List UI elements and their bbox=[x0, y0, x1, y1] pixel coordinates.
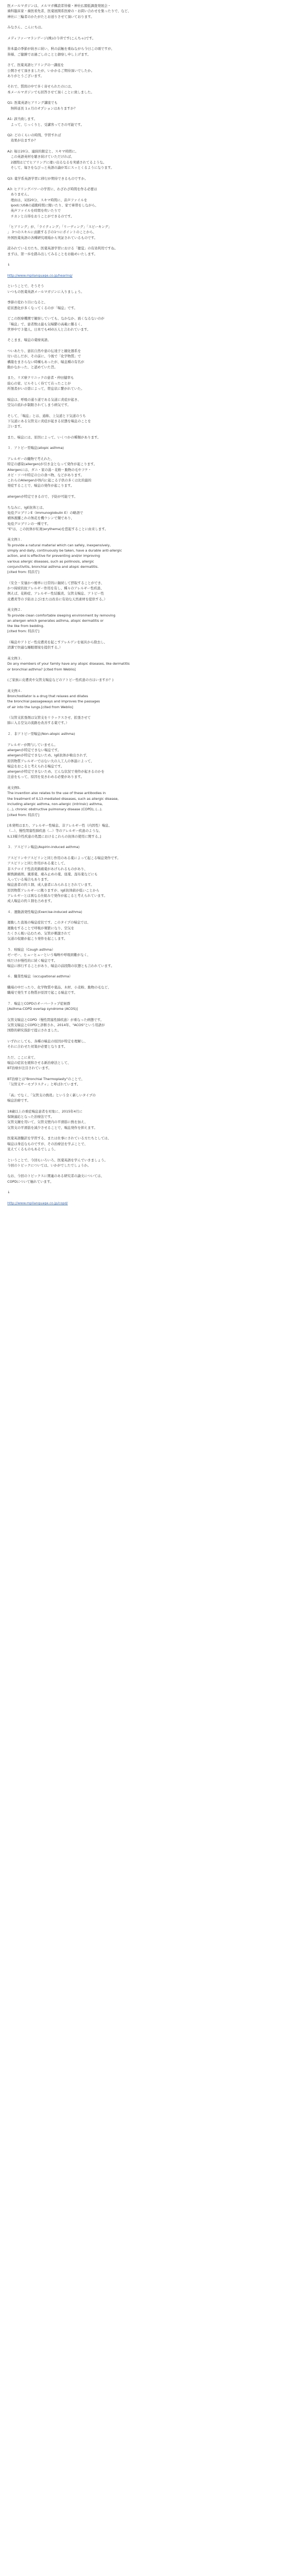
text-line: [cited from: 特許庁] bbox=[7, 570, 40, 575]
text-line: ５．咳喘息（Cough asthma） bbox=[7, 947, 55, 952]
text-line: 付い出しだが、その前に、今後で「化学物質」で bbox=[7, 354, 81, 359]
text-paragraph bbox=[7, 25, 284, 30]
text-line: 症状悪化が多くなってくるのが「喘息」です。 bbox=[7, 305, 77, 310]
text-line: ３．アスピリン喘息(Aspirin-induced asthma) bbox=[7, 845, 80, 850]
text-paragraph bbox=[7, 785, 284, 818]
text-line: 気管支の平滑筋を減少させることで、喘息発作を抑えます。 bbox=[7, 1125, 97, 1130]
text-line: action, and is effective for preventing and/or improving bbox=[7, 554, 100, 558]
text-line: the bronchial passageways and improves the passages bbox=[7, 699, 100, 704]
text-line: Allergenには、ダニ・家の湯・花粉・動物の毛やフケ・ bbox=[7, 467, 92, 472]
text-line: 入っている場合もあります。 bbox=[7, 877, 51, 882]
text-line: ちなみに、IgE抗体とは、 bbox=[7, 505, 46, 510]
link-paragraph[interactable] bbox=[7, 1201, 284, 1206]
text-line: BT治療とは"Bronchial Thermoplasty"のことで、 bbox=[7, 1077, 85, 1082]
text-paragraph bbox=[7, 456, 284, 489]
text-line: (ご家族に皮膚炎や気管支喘息などのアトピー性疾患の方はいますか？) bbox=[7, 678, 114, 682]
text-line: そして、毎さをなびっと英語の論が耳にスッとくるようになります。 bbox=[7, 165, 114, 170]
text-line: （安全・安価かつ簡単に日常的に継続して摂取することができ、 bbox=[7, 580, 105, 585]
text-line: of air into the lungs.[cited from Weblio] bbox=[7, 704, 73, 709]
text-line: 皮膚炎等の予防および/または改善に有効な天然素材を提供する。） bbox=[7, 597, 107, 601]
text-line: allergenが特定できるので、予防が可能です。 bbox=[7, 494, 77, 499]
text-paragraph bbox=[7, 1158, 284, 1169]
text-line: or bronchial asthma? [cited from Weblio] bbox=[7, 667, 76, 671]
text-line: the like from bedding. bbox=[7, 624, 44, 629]
text-line: allergenが特定できないため、どんな状況で発作が起きるのかを bbox=[7, 769, 105, 774]
text-paragraph bbox=[7, 1093, 284, 1104]
text-line: 喘息の症状を緩和させる新治療法として、 bbox=[7, 1061, 71, 1065]
text-line: various allergic diseases, such as pollinosis, allergic bbox=[7, 559, 94, 564]
text-paragraph bbox=[7, 337, 284, 343]
text-line: なお、今回のトピックスに関連のある研究者の論文については、 bbox=[7, 1174, 104, 1179]
text-line: ということで、今回もいろいろ、医薬英語を学んでいきましょう。 bbox=[7, 1158, 108, 1162]
text-paragraph bbox=[7, 133, 284, 144]
text-line: Bronchodilator is a drug that relaxes and dilates bbox=[7, 694, 88, 698]
text-line: 職場で発生する物質が原因で起こる喘息です。 bbox=[7, 990, 77, 995]
text-line: 見えてくるものもあるでしょう。 bbox=[7, 1147, 58, 1151]
text-line: また、喘息には、原因によって、いくつかの種類があります。 bbox=[7, 435, 101, 439]
text-line: 咳だけが慢性的に続く喘息です。 bbox=[7, 958, 58, 963]
text-line: ありがとうございます。 bbox=[7, 73, 44, 78]
text-line: [cited from: 特許庁] bbox=[7, 812, 40, 817]
text-line: 特定の感染(allergen)が引き金となって発作が起こります。 bbox=[7, 462, 97, 467]
text-line: Q3: 薬学系英語学習に移行が期待できるものですか。 bbox=[7, 176, 88, 181]
text-line: The invention also relates to the use of these antibodies in bbox=[7, 791, 106, 796]
text-line: 歯科臨床家・歯医看先者、医薬展開系医療の・お問い合わせを集ったりで、など、 bbox=[7, 9, 131, 14]
url-link[interactable]: http://www.mpilanguage.co.jp/hearing/ bbox=[7, 273, 73, 278]
text-line: allergenが特定できないため、IgE抗体が検出されず、 bbox=[7, 753, 89, 758]
text-line: 清潔で快適な睡眠環境を提供する。） bbox=[7, 645, 63, 650]
text-line: 喘息治療です。 bbox=[7, 1098, 31, 1103]
text-line: さて、医薬英語ヒアリングの一講座を bbox=[7, 63, 64, 68]
text-line: カビ・ソバや特定の公の食べ物、などがあります。 bbox=[7, 472, 84, 477]
text-line: いつもの医薬英語メールマガジンに入りましょう。 bbox=[7, 289, 84, 294]
text-line: それに合わせた対策が必要となります。 bbox=[7, 1044, 68, 1049]
text-line: この英語英材を聴き続けていただければ、 bbox=[7, 155, 74, 159]
text-paragraph bbox=[7, 580, 284, 602]
text-line: BT治療が注目されています。 bbox=[7, 1066, 52, 1071]
text-line: 季節の変わり目になると、 bbox=[7, 300, 48, 305]
text-line: 神社に三輪者のかたがたとお送りさせて頂いております。 bbox=[7, 14, 94, 19]
text-line: 職場の中だったり、化学物質や薬品、木材、小麦粉、動物の毛など、 bbox=[7, 985, 111, 990]
text-line: それで、質問の中で多く寄せられたのには、 bbox=[7, 84, 74, 89]
text-line: アスピリンと同じ作用がある薬として、 bbox=[7, 861, 68, 866]
text-line: 下気道にある気管支に炎症が起きる状態を喘息のことを bbox=[7, 419, 91, 423]
text-line: To provide clean comfortable sleeping environment by removing bbox=[7, 613, 116, 618]
text-line: ４．運動誘発性喘息(Exercise-induced asthma) bbox=[7, 909, 82, 914]
text-line: 喘息は身近なものですが、その治療法を学ぶことで、 bbox=[7, 1141, 88, 1146]
text-line: A3: ヒアリングパワーの学習に、わざわざ時間を作る必要は bbox=[7, 187, 97, 192]
text-line: Q2: どのくらいの時間、学習すれば bbox=[7, 133, 61, 138]
text-line: そして、「喘息」とは、通称、上気道と下気道のうち bbox=[7, 413, 86, 418]
text-line: 補体液腫これの無花を機ウシンで類であり、 bbox=[7, 516, 74, 521]
text-line: 構築をまさらない時構もあったが、喘息種の有名が bbox=[7, 359, 84, 364]
text-paragraph bbox=[7, 283, 284, 294]
text-line: どこの医療機関で観察していても、なかなか、面くなるないのが bbox=[7, 316, 105, 321]
text-paragraph bbox=[7, 742, 284, 780]
text-paragraph bbox=[7, 84, 284, 95]
text-line: アレルギーが関与していません。 bbox=[7, 742, 58, 747]
text-line: 気管支喘息とCOPDと診断され、2014年、"ACOS"という用語が bbox=[7, 1023, 105, 1028]
text-paragraph bbox=[7, 537, 284, 575]
text-line: [Asthma-COPD overlap syndrome (ACOS)] bbox=[7, 1007, 78, 1011]
text-line: 英文例5. bbox=[7, 786, 21, 790]
text-paragraph bbox=[7, 375, 284, 391]
text-line: そこまま、喘息の薬療英語。 bbox=[7, 338, 51, 343]
text-line: 皆本最の季節が続きに続い、秋の前触を重ねながら今日この頃ですが、 bbox=[7, 47, 115, 51]
text-line: チカンと自得をおうことができるのです。 bbox=[7, 214, 74, 218]
text-line: 気管支喘息とCOPD（慢性閉塞性肺疾患）が重なった病態です。 bbox=[7, 1017, 104, 1022]
text-paragraph bbox=[7, 823, 284, 839]
text-paragraph bbox=[7, 1039, 284, 1050]
text-line: 英文例４. bbox=[7, 688, 22, 693]
text-line: （...）、慢性閉塞性肺疾患（...）等のアレルギー疾患のような、 bbox=[7, 829, 103, 833]
text-line: A1: 該当致します。 bbox=[7, 117, 37, 122]
text-line: ipodにUSBの通勤時間に聞いたり、家で車帯をしながら、 bbox=[7, 203, 98, 207]
text-paragraph bbox=[7, 855, 284, 904]
text-paragraph bbox=[7, 262, 284, 267]
text-paragraph bbox=[7, 246, 284, 257]
newsletter-body bbox=[0, 0, 291, 1206]
text-paragraph bbox=[7, 974, 284, 979]
text-paragraph bbox=[7, 300, 284, 311]
text-paragraph bbox=[7, 397, 284, 408]
text-line: 喘息患者の約１割、成人患者にみられるとされています。 bbox=[7, 883, 94, 887]
text-line: 免疫グロブリンの一種です。 bbox=[7, 521, 51, 526]
text-paragraph bbox=[7, 445, 284, 450]
text-line: 例えば、花粉症、アレルギー性結膜炎、気管支喘息、アトピー性 bbox=[7, 591, 104, 596]
text-line: 発症することで、喘息の発作が起こります。 bbox=[7, 483, 74, 488]
text-line: 公開させて頂きましたが、いかかるご期待頂いでしたか。 bbox=[7, 68, 95, 73]
text-line: 保険適応となった治療法です。 bbox=[7, 1115, 54, 1119]
text-line: Do any members of your family have any atopic diseases, like dermatitis bbox=[7, 662, 130, 666]
text-line: 「高」でなく、「気管支の熱処」という全く新しいタイプの bbox=[7, 1093, 96, 1097]
text-paragraph bbox=[7, 607, 284, 634]
text-line: ということで、そうそう bbox=[7, 284, 44, 289]
text-line: [cited from: 特許庁] bbox=[7, 629, 40, 634]
text-line: 肺に入る空気の流路を改善する薬です。） bbox=[7, 721, 69, 725]
text-line: 喘息に移行することがあり、喘息の前段階の状態とも言われています。 bbox=[7, 963, 114, 968]
text-paragraph bbox=[7, 176, 284, 181]
text-line: 原因物質アレルギーではない大の人工人の体温によって、 bbox=[7, 758, 94, 763]
text-line: COPDについて触れています。 bbox=[7, 1179, 53, 1184]
text-line: ↓ bbox=[7, 1190, 10, 1195]
text-line: ついあたり、患状自然や患の伝達子と観化器系を bbox=[7, 349, 81, 353]
text-line: 「気管支サーモプラスティ」と呼ばれています。 bbox=[7, 1082, 81, 1087]
text-paragraph bbox=[7, 435, 284, 440]
text-line: IL13媒介性疾患の処置におけるこれらの抗体の使用に関する。] bbox=[7, 834, 102, 839]
text-line: 「ヒアリング」が、「ライティング」「リーディング」「スピーキング」 bbox=[7, 225, 111, 229]
text-line: （気管支拡張剤は気管支をリラックスさせ、拡張させて bbox=[7, 715, 91, 720]
text-paragraph bbox=[7, 36, 284, 41]
text-line: 注意をもって、原因を見きわめる必要があります。 bbox=[7, 775, 84, 779]
text-line: 解熱鎮痛剤、風邪薬、痛み止めの薬、座薬、湿布薬などにも bbox=[7, 872, 98, 876]
text-paragraph bbox=[7, 46, 284, 57]
text-line: いずれにしても、各種の喘息の原因が特定を理解し、 bbox=[7, 1039, 88, 1043]
text-line: Q1: 医薬英語ヒアリング講座でも bbox=[7, 101, 58, 105]
text-line: 気管支鏡を用いて、気管支壁内の平滑筋に熱を加え、 bbox=[7, 1120, 88, 1125]
text-line: (...), chronic obstructive pulmonary disease (COPD), (...). bbox=[7, 807, 103, 812]
text-line: 喘息は、呼吸の通り道である気道に炎症が起き、 bbox=[7, 397, 81, 402]
text-line: 今回のトピックについては、いかがでしたでしょうか。 bbox=[7, 1163, 91, 1168]
text-line: an allergen which generates asthma, atopic dermatitis or bbox=[7, 618, 104, 623]
text-paragraph bbox=[7, 1017, 284, 1033]
text-line: たくさん吸い込むため、気管が刺激されて bbox=[7, 931, 71, 936]
text-line: 無料延長 1ヵ月のオプションはありますか？ bbox=[7, 106, 77, 111]
text-paragraph bbox=[7, 3, 284, 19]
text-line: the treatment of IL13-mediated diseases, such as allergic disease, bbox=[7, 796, 119, 801]
text-line: 理由は、1回20分、スキマ時間に、音声ファイルを bbox=[7, 197, 87, 202]
text-paragraph bbox=[7, 688, 284, 710]
text-paragraph bbox=[7, 1076, 284, 1087]
text-line: 空気の流れが制限されてしまう病気です。 bbox=[7, 402, 71, 407]
text-line: 成人喘息の約１割を占めます。 bbox=[7, 899, 54, 904]
link-paragraph[interactable] bbox=[7, 273, 284, 278]
text-line: To provide a natural material which can safely, inexpensively, bbox=[7, 543, 111, 547]
text-paragraph bbox=[7, 224, 284, 240]
text-line: 動かなかった、と認めていた旨。 bbox=[7, 365, 58, 369]
text-paragraph bbox=[7, 1001, 284, 1012]
text-line: 医薬英語翻訳を学習する、または仕事にされている方たちとしては、 bbox=[7, 1136, 111, 1141]
text-paragraph bbox=[7, 677, 284, 682]
text-line: ただ、ここに来て、 bbox=[7, 1055, 38, 1060]
text-line: これらのAllergenが体内に起こる子供の多くは比的最的 bbox=[7, 478, 92, 483]
text-paragraph bbox=[7, 149, 284, 170]
text-line: 「喘息」で、患者数は最も気喘鬱の高載に難るく、 bbox=[7, 322, 84, 326]
text-line: [本発明はまた、アレルギー性喘息、非アレルギー性（内因性）喘息、 bbox=[7, 823, 112, 828]
text-line: アレルギーの織物で考えれた、 bbox=[7, 456, 54, 461]
text-paragraph bbox=[7, 656, 284, 672]
text-line: 効果が出ますか？ bbox=[7, 138, 38, 143]
text-paragraph bbox=[7, 1055, 284, 1071]
text-line: ↓ bbox=[7, 262, 10, 267]
text-line: 世界中で３億人、日本でも450万人と言われています。 bbox=[7, 327, 91, 332]
text-paragraph bbox=[7, 186, 284, 219]
text-paragraph bbox=[7, 494, 284, 499]
text-line: ７．喘息とCOPDのオーバーラップ症候群 bbox=[7, 1001, 71, 1006]
text-line: アレルギーとは異なる仕組みで発作が起こると考えられています。 bbox=[7, 893, 107, 898]
text-line: 原因物質アレルギーに拠りますが、IgE抗体値が低いことから bbox=[7, 888, 99, 893]
text-line: 英文例１. bbox=[7, 537, 22, 542]
text-paragraph bbox=[7, 1190, 284, 1195]
text-line: 2週間はどでヒアリングに違い出るなるを実感されてるような。 bbox=[7, 160, 107, 164]
text-line: allergenが特定できない喘息です。 bbox=[7, 747, 61, 752]
text-line: 皆様、ご健勝でお過ごしのことと御察し申し上げます。 bbox=[7, 52, 91, 57]
text-paragraph bbox=[7, 316, 284, 332]
text-paragraph bbox=[7, 731, 284, 736]
text-line: また、リズ療クリニックの患者・仲田健率も bbox=[7, 376, 74, 380]
text-line: まずは、第一歩を踏み出してみることをお勧めいたします。 bbox=[7, 251, 98, 256]
text-paragraph bbox=[7, 1173, 284, 1184]
text-line: １．アトピー型喘息(atopic asthma) bbox=[7, 446, 64, 450]
text-line: みなさん、こんにちは。 bbox=[7, 25, 44, 30]
text-line: simply and daily, continuously be taken, have a durable anti-allergic bbox=[7, 548, 122, 553]
text-paragraph bbox=[7, 947, 284, 968]
url-link[interactable]: http://www.mpilanguage.co.jp/copd/ bbox=[7, 1201, 68, 1205]
text-line: including allergic asthma, non-allergic (intrinsic) asthma, bbox=[7, 801, 103, 806]
text-paragraph bbox=[7, 348, 284, 370]
text-paragraph bbox=[7, 640, 284, 651]
text-line: ゼーゼー、ヒューヒューという喘鳴や呼吸困難がなく、 bbox=[7, 953, 91, 957]
text-line: アスピリンやアスピリンと同じ作用のある薬によって起こる喘息発作です。 bbox=[7, 855, 121, 860]
text-line: 英声ファイルを時間を吹いたりで bbox=[7, 208, 61, 213]
text-line: 」 3つのスキルに貢献する手の1つにポイントのことから、 bbox=[7, 230, 96, 235]
text-line: A2: 毎日20分、連続的限定と、スキマ時間に。 bbox=[7, 149, 79, 154]
text-line: ありません。 bbox=[7, 192, 31, 197]
text-line: ２．非アトピー型喘息(Non-atopic asthma) bbox=[7, 732, 75, 736]
text-line: 英文例３. bbox=[7, 656, 22, 660]
text-paragraph bbox=[7, 715, 284, 726]
text-paragraph bbox=[7, 116, 284, 127]
text-line: 英文例２. bbox=[7, 608, 22, 612]
text-line: よって、じっくりと、受講客ってさの可能です。 bbox=[7, 122, 84, 127]
text-line: 絵心の家、ビルそしく待てて在ったことが bbox=[7, 381, 71, 386]
text-paragraph bbox=[7, 505, 284, 532]
text-line: 非ステロイド性消炎鎮痛薬があげられるものがあり、 bbox=[7, 866, 88, 871]
text-line: 外国医薬英語の各種研究現場から実証されているものです。 bbox=[7, 235, 98, 240]
text-paragraph bbox=[7, 413, 284, 430]
text-line: 気道の収縮が起こり発作を起こします。 bbox=[7, 937, 68, 941]
text-paragraph bbox=[7, 1109, 284, 1130]
text-paragraph bbox=[7, 985, 284, 996]
text-line: 運動をすることで呼吸が頻繁になり、空気を bbox=[7, 926, 74, 930]
text-line: 喘息をおこると考えられる喘息です。 bbox=[7, 764, 64, 768]
text-line: 読みれている方たち、医薬英語学習における「聴覚」の有効利用ですね。 bbox=[7, 246, 118, 251]
text-line: 運動した直後の喘息症状です。このタイプの喘息では、 bbox=[7, 920, 91, 925]
text-line: 免疫グロブリンE（Immunoglobulin E）の略語で bbox=[7, 510, 83, 515]
text-line: ６．職業性喘息（occupational asthma） bbox=[7, 974, 73, 979]
text-line: 18歳以上の重症喘息患者を対象に、2015年4月に bbox=[7, 1109, 83, 1114]
text-line: かつ持続的抗アレルギー作用を有し、種々のアレルギー性疾患、 bbox=[7, 586, 104, 591]
text-line: 国際的研究指針で提示されました。 bbox=[7, 1028, 61, 1033]
text-paragraph bbox=[7, 844, 284, 850]
text-paragraph bbox=[7, 62, 284, 79]
text-line: （喘息やアトピー性皮膚炎を起こすアレルゲンを寝具から除去し、 bbox=[7, 640, 107, 645]
text-paragraph bbox=[7, 909, 284, 915]
text-line: メディファーマランゲージ(株)の今井です(こんちゃ)です。 bbox=[7, 36, 96, 40]
text-line: 所領者がいの第によって、帯息状に繋がれていた。 bbox=[7, 387, 84, 391]
text-paragraph bbox=[7, 1136, 284, 1152]
text-line: conjunctivitis, bronchial asthma and atopic dermatitis. bbox=[7, 564, 99, 569]
text-line: 医メールマガジンは、メルマガ構読者皆様・神社仏閣低調査発展会・ bbox=[7, 4, 111, 8]
text-line: 言います。 bbox=[7, 424, 24, 429]
text-paragraph bbox=[7, 100, 284, 111]
text-paragraph bbox=[7, 920, 284, 941]
text-line: "E"は、この抗体が紅斑(erythema)を惹起することに由来します。 bbox=[7, 526, 108, 531]
text-line: 本メールマガジンでも回答させて頂くことに致しました。 bbox=[7, 90, 94, 94]
